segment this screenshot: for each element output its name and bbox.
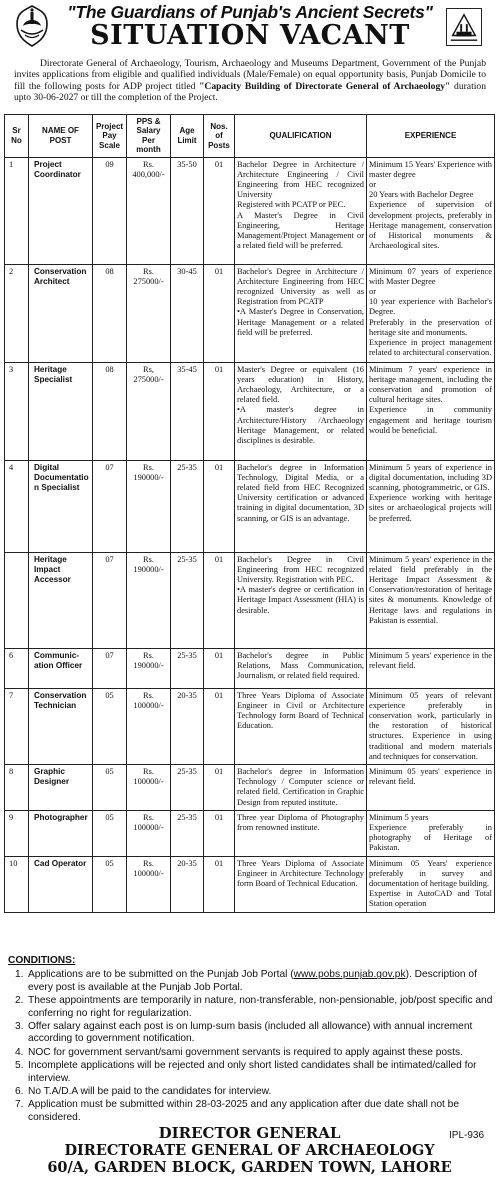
tagline: "The Guardians of Punjab's Ancient Secrets": [67, 2, 433, 22]
condition-number: 4.: [15, 1046, 24, 1058]
condition-item: [8, 1060, 494, 1085]
header-experience: EXPERIENCE: [367, 115, 495, 158]
experience-line: Experience working with heritage sites or archaeological projects will be preferred.: [369, 493, 492, 523]
conditions-section: [8, 955, 494, 1125]
table-row: [5, 157, 495, 264]
experience-line: Experience in project management related to architectural conservation.: [369, 338, 492, 358]
post-name-cell: Project Coordinator: [29, 157, 93, 264]
age-limit-cell: 25-35: [171, 460, 204, 552]
experience-line: or: [369, 180, 376, 190]
qualification-line: Bachelor's degree in Public Relations, Mass Communication, Journalism, or related field required.: [237, 650, 364, 681]
salary-cell: Rs. 100000/-: [127, 856, 171, 912]
post-name-cell: Heritage Specialist: [29, 362, 93, 460]
header-posts: Nos. of Posts: [204, 115, 235, 158]
ad-reference: IPL-936: [449, 1130, 485, 1141]
age-limit-cell: 25-35: [171, 552, 204, 648]
experience-line: 10 year experience with Bachelor's Degree.: [369, 297, 492, 317]
qualification-cell: [235, 552, 367, 648]
experience-line: Minimum 05 years' experience in relevant field.: [369, 767, 492, 787]
pay-scale-cell: 09: [93, 157, 127, 264]
age-limit-cell: 35-50: [171, 157, 204, 264]
conditions-list: [8, 969, 494, 1124]
condition-text: Offer salary against each post is on lump-sum basis (included all allowance) with annual increment according to government notification.: [28, 1021, 473, 1045]
experience-line: Minimum 5 years: [369, 812, 429, 822]
header: [0, 0, 499, 58]
pay-scale-cell: 05: [93, 688, 127, 764]
archaeology-emblem-icon: [446, 8, 482, 46]
post-name-cell: Photographer: [29, 810, 93, 856]
post-name-cell: Cad Operator: [29, 856, 93, 912]
salary-cell: Rs. 190000/-: [127, 460, 171, 552]
condition-item: [8, 1099, 494, 1124]
conditions-title: CONDITIONS:: [8, 955, 76, 966]
qualification-line: Three Years Diploma of Associate Engineer in Civil or Architecture Technology form Board of Technical Education.: [237, 690, 364, 731]
experience-line: Expertise in AutoCAD and Total Station operation: [369, 889, 492, 909]
intro-paragraph: [14, 58, 486, 103]
condition-number: 7.: [15, 1099, 24, 1111]
qualification-line: Bachelor's degree in Information Technology / Computer science or related field. Certification in Graphic Design from reputed institute.: [237, 767, 364, 807]
post-name-cell: Conservation Architect: [29, 264, 93, 362]
posts-count-cell: 01: [204, 810, 235, 856]
salary-cell: Rs, 275000/-: [127, 362, 171, 460]
experience-cell: [367, 810, 495, 856]
header-scale: Project Pay Scale: [93, 115, 127, 158]
age-limit-cell: 25-35: [171, 765, 204, 811]
post-name-cell: Graphic Designer: [29, 765, 93, 811]
header-salary: PPS & Salary Per month: [127, 115, 171, 158]
jobs-table: [4, 114, 495, 913]
sr-cell: [5, 552, 29, 648]
qualification-line: •A Master's Degree in Conservation, Heritage Management or a related field will be preferred.: [237, 307, 364, 337]
pay-scale-cell: 05: [93, 856, 127, 912]
posts-count-cell: 01: [204, 856, 235, 912]
experience-line: Minimum 5 years' experience in the related field preferably in the Heritage Impact Assessment & Conservation/restoration of heritage sites & monuments. Knowledge of Heritage laws and regulations in Pakistan is essential.: [369, 554, 492, 625]
posts-count-cell: 01: [204, 157, 235, 264]
experience-line: Experience in community engagement and heritage tourism would be beneficial.: [369, 405, 492, 435]
age-limit-cell: 20-35: [171, 688, 204, 764]
condition-item: [8, 1021, 494, 1046]
qualification-line: Bachelor's degree in Information Technology, Digital Media, or a related field from HEC Recognized University certification or advanced training in digital documentation, 3D scanning, or GIS is an advantage.: [237, 462, 364, 523]
table-header-row: [5, 115, 495, 158]
experience-cell: [367, 648, 495, 688]
posts-count-cell: 01: [204, 688, 235, 764]
condition-text-tail: ). Description of every post is available at the Punjab Job Portal.: [28, 969, 477, 993]
experience-line: or: [369, 287, 376, 297]
sr-cell: 3: [5, 362, 29, 460]
experience-line: Minimum 07 years of experience with Master Degree: [369, 266, 492, 286]
age-limit-cell: 30-45: [171, 264, 204, 362]
condition-text: These appointments are temporarily in nature, non-transferable, non-pensionable, job/post specific and conferring no right for regularization.: [28, 995, 493, 1019]
qualification-line: Three Years Diploma of Associate Engineer in Architecture Technology form Board of Technical Education.: [237, 858, 364, 889]
condition-text: NOC for government servant/sami government servants is required to apply against these posts.: [28, 1046, 463, 1058]
intro-text: Directorate General of Archaeology, Tourism, Archaeology and Museums Department, Government of the Punjab invites applications from eligible and qualified individuals (Male/Female) on equal opportunity basis, Punjab Domicile to fill the following posts for ADP project titled: [14, 58, 486, 92]
post-name-cell: Conservation Technician: [29, 688, 93, 764]
footer: [0, 1125, 499, 1176]
condition-number: 2.: [15, 995, 24, 1007]
experience-cell: [367, 856, 495, 912]
intro-tail: duration upto 30-06-2027 or till the completion of the Project.: [14, 80, 486, 103]
experience-cell: [367, 765, 495, 811]
pay-scale-cell: 07: [93, 552, 127, 648]
posts-count-cell: 01: [204, 362, 235, 460]
sr-cell: 9: [5, 810, 29, 856]
experience-line: Minimum 15 Years' Experience with master degree: [369, 159, 492, 179]
experience-line: Preferably in the preservation of heritage site and monuments.: [369, 317, 492, 337]
sr-cell: 6: [5, 648, 29, 688]
condition-number: 1.: [15, 969, 24, 981]
table-row: [5, 688, 495, 764]
condition-text: Application must be submitted within 28-03-2025 and any application after due date shall not be considered.: [28, 1099, 459, 1123]
qualification-line: •A master's degree in Architecture/History /Archaeology Heritage Management, or related disciplines is desirable.: [237, 405, 364, 446]
post-name-cell: Heritage Impact Accessor: [29, 552, 93, 648]
experience-line: 20 Years with Bachelor Degree: [369, 190, 474, 200]
qualification-line: Registered with PCATP or PEC.: [237, 200, 346, 210]
posts-count-cell: 01: [204, 460, 235, 552]
experience-line: Minimum 5 years' experience in the relevant field.: [369, 650, 492, 670]
salary-cell: Rs. 100000/-: [127, 688, 171, 764]
condition-item: [8, 1047, 494, 1059]
table-row: [5, 765, 495, 811]
condition-item: [8, 1086, 494, 1098]
qualification-line: Three year Diploma of Photography from renowned institute.: [237, 812, 364, 833]
table-row: [5, 264, 495, 362]
experience-line: Experience of supervision of development projects, preferably in Heritage management, conservation of Historical monuments & Archaeological sites.: [369, 200, 492, 251]
qualification-cell: [235, 765, 367, 811]
condition-text: Applications are to be submitted on the Punjab Job Portal (: [28, 969, 294, 981]
jobs-table-body: [5, 157, 495, 912]
pay-scale-cell: 05: [93, 810, 127, 856]
experience-cell: [367, 157, 495, 264]
age-limit-cell: 25-35: [171, 648, 204, 688]
sr-cell: 4: [5, 460, 29, 552]
department-address: 60/A, GARDEN BLOCK, GARDEN TOWN, LAHORE: [47, 1159, 452, 1176]
experience-cell: [367, 552, 495, 648]
qualification-cell: [235, 810, 367, 856]
salary-cell: Rs. 275000/-: [127, 264, 171, 362]
condition-text: Incomplete applications will be rejected and only short listed candidates shall be intimated/called for interview.: [28, 1060, 477, 1084]
qualification-cell: [235, 264, 367, 362]
signatory-title: DIRECTOR GENERAL: [158, 1124, 341, 1142]
job-portal-link[interactable]: www.pobs.punjab.gov.pk: [293, 969, 406, 981]
salary-cell: Rs. 100000/-: [127, 765, 171, 811]
pay-scale-cell: 08: [93, 362, 127, 460]
qualification-cell: [235, 362, 367, 460]
qualification-line: Bachelor's Degree in Civil Engineering from HEC recognized University. Registration with PEC.: [237, 554, 364, 585]
salary-cell: Rs. 190000/-: [127, 552, 171, 648]
experience-line: Experience preferably in photography of Heritage of Pakistan.: [369, 823, 492, 853]
sr-cell: 10: [5, 856, 29, 912]
experience-cell: [367, 362, 495, 460]
table-row: [5, 362, 495, 460]
header-age: Age Limit: [171, 115, 204, 158]
sr-cell: 8: [5, 765, 29, 811]
table-row: [5, 552, 495, 648]
page-title: SITUATION VACANT: [90, 20, 410, 51]
experience-cell: [367, 460, 495, 552]
age-limit-cell: 25-35: [171, 810, 204, 856]
table-row: [5, 856, 495, 912]
age-limit-cell: 20-35: [171, 856, 204, 912]
sr-cell: 7: [5, 688, 29, 764]
age-limit-cell: 35-45: [171, 362, 204, 460]
experience-line: Minimum 05 Years' experience preferably in survey and documentation of heritage building.: [369, 858, 492, 889]
sr-cell: 1: [5, 157, 29, 264]
qualification-line: A Master's Degree in Civil Engineering, Heritage Management/Project Management or a related field will be preferred.: [237, 210, 364, 251]
header-post: NAME OF POST: [29, 115, 93, 158]
qualification-cell: [235, 648, 367, 688]
salary-cell: Rs. 100000/-: [127, 810, 171, 856]
qualification-cell: [235, 460, 367, 552]
experience-line: Minimum 05 years of relevant experience preferably in conservation work, particularly in the restoration of historical structures. Experience in using traditional and modern materials and techniques for conservation.: [369, 690, 492, 761]
project-title: "Capacity Building of Directorate General of Archaeology": [199, 80, 451, 92]
pay-scale-cell: 05: [93, 765, 127, 811]
qualification-cell: [235, 688, 367, 764]
header-sr: Sr No: [5, 115, 29, 158]
qualification-line: •A master's degree or certification in Heritage Impact Assessment (HIA) is desirable.: [237, 585, 364, 615]
experience-line: Minimum 7 years' experience in heritage management, including the conservation and promotion of cultural heritage sites.: [369, 364, 492, 405]
experience-cell: [367, 688, 495, 764]
qualification-line: Master's Degree or equivalent (16 years education) in History, Archaeology, Architecture, or a related field.: [237, 364, 364, 405]
post-name-cell: Communic-ation Officer: [29, 648, 93, 688]
condition-item: [8, 995, 494, 1020]
posts-count-cell: 01: [204, 264, 235, 362]
table-row: [5, 460, 495, 552]
salary-cell: Rs. 190000/-: [127, 648, 171, 688]
condition-number: 3.: [15, 1021, 24, 1033]
condition-number: 5.: [15, 1060, 24, 1072]
qualification-cell: [235, 157, 367, 264]
posts-count-cell: 01: [204, 552, 235, 648]
table-row: [5, 648, 495, 688]
experience-line: Minimum 5 years of experience in digital documentation, including 3D scanning, photogrammetric, or GIS.: [369, 462, 492, 493]
posts-count-cell: 01: [204, 765, 235, 811]
punjab-emblem-icon: [13, 4, 51, 48]
experience-cell: [367, 264, 495, 362]
condition-item: [8, 969, 494, 994]
qualification-line: Bachelor Degree in Architecture / Architecture Engineering / Civil Engineering from HEC recognized University: [237, 159, 364, 200]
qualification-line: Bachelor's Degree in Architecture / Architecture Engineering from HEC recognized University as well as Registration from PCATP: [237, 266, 364, 307]
posts-count-cell: 01: [204, 648, 235, 688]
header-qualification: QUALIFICATION: [235, 115, 367, 158]
department-name: DIRECTORATE GENERAL OF ARCHAEOLOGY: [64, 1142, 435, 1159]
salary-cell: Rs. 400,000/-: [127, 157, 171, 264]
pay-scale-cell: 08: [93, 264, 127, 362]
condition-text: No T.A/D.A will be paid to the candidates for interview.: [28, 1086, 272, 1098]
table-row: [5, 810, 495, 856]
post-name-cell: Digital Documentatio n Specialist: [29, 460, 93, 552]
sr-cell: 2: [5, 264, 29, 362]
pay-scale-cell: 07: [93, 648, 127, 688]
qualification-cell: [235, 856, 367, 912]
pay-scale-cell: 07: [93, 460, 127, 552]
condition-number: 6.: [15, 1086, 24, 1098]
